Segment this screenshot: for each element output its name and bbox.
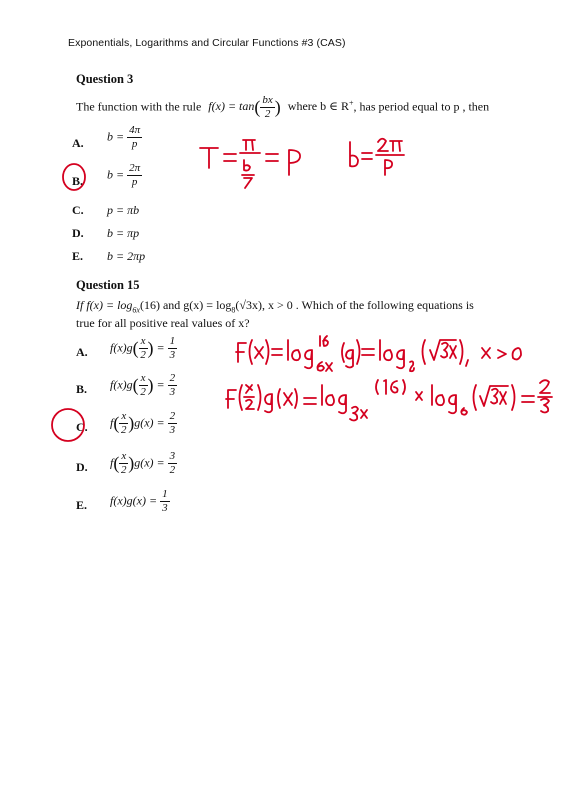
q15-option-a[interactable]: f(x)g( $\frac{x}{2}$ ) = $\frac{1}{3}$ — [110, 335, 176, 361]
q3-option-c[interactable]: p = πb — [107, 203, 140, 217]
q15-option-e-label[interactable]: E. — [76, 498, 88, 512]
q3-option-a-label[interactable]: A. — [72, 136, 84, 150]
q3-stem-pre: The function with the rule — [76, 99, 202, 114]
q15-option-d-label[interactable]: D. — [76, 460, 88, 474]
q3-option-a[interactable]: b = $\frac{4\pi}{p}$ — [107, 124, 141, 150]
q3-work-b — [350, 139, 404, 175]
q15-option-c-label[interactable]: C. — [76, 420, 88, 434]
q15-option-b[interactable]: f(x)g( $\frac{x}{2}$ ) = $\frac{2}{3}$ — [110, 372, 176, 398]
q3-rule-lhs: f(x) = tan — [208, 99, 255, 114]
question-3-title: Question 3 — [76, 72, 134, 86]
q3-option-b[interactable]: b = $\frac{2\pi}{p}$ — [107, 162, 141, 188]
q3-option-e[interactable]: b = 2πp — [107, 249, 146, 263]
q3-stem-mid: where b ∈ R — [287, 99, 349, 114]
q15-option-b-label[interactable]: B. — [76, 382, 88, 396]
question-15-title: Question 15 — [76, 278, 140, 292]
q3-option-d-label[interactable]: D. — [72, 226, 84, 240]
q15-work-line2 — [226, 380, 552, 421]
q3-rule-fraction: $\frac{bx}{2}$ — [262, 94, 273, 120]
q3-option-e-label[interactable]: E. — [72, 249, 84, 263]
q15-option-e[interactable]: f(x)g(x) = $\frac{1}{3}$ — [110, 488, 168, 514]
question-3-stem: The function with the rule f(x) = tan( $\frac{bx}{2}$ ) where b ∈ R+, has period equal to p , then — [76, 94, 490, 120]
q3-option-c-label[interactable]: C. — [72, 203, 84, 217]
q3-option-b-label[interactable]: B. — [72, 174, 84, 188]
q15-work-line1 — [236, 336, 521, 371]
q3-option-d[interactable]: b = πp — [107, 226, 140, 240]
q3-work-period — [200, 140, 300, 188]
q15-option-a-label[interactable]: A. — [76, 345, 88, 359]
question-15-stem-line1: If $f(x) = \log_{6x}(16)$ and $g(x) = \log_8(√3x)$, x > 0 . Which of the following equations is — [76, 298, 474, 315]
q15-option-d[interactable]: f( $\frac{x}{2}$ )g(x) = $\frac{3}{2}$ — [110, 450, 176, 476]
q3-stem-post: , has period equal to p , then — [353, 99, 490, 114]
question-15-stem-line2: true for all positive real values of x? — [76, 316, 250, 330]
q15-option-c[interactable]: f( $\frac{x}{2}$ )g(x) = $\frac{2}{3}$ — [110, 410, 176, 436]
page-header: Exponentials, Logarithms and Circular Functions #3 (CAS) — [68, 37, 346, 49]
